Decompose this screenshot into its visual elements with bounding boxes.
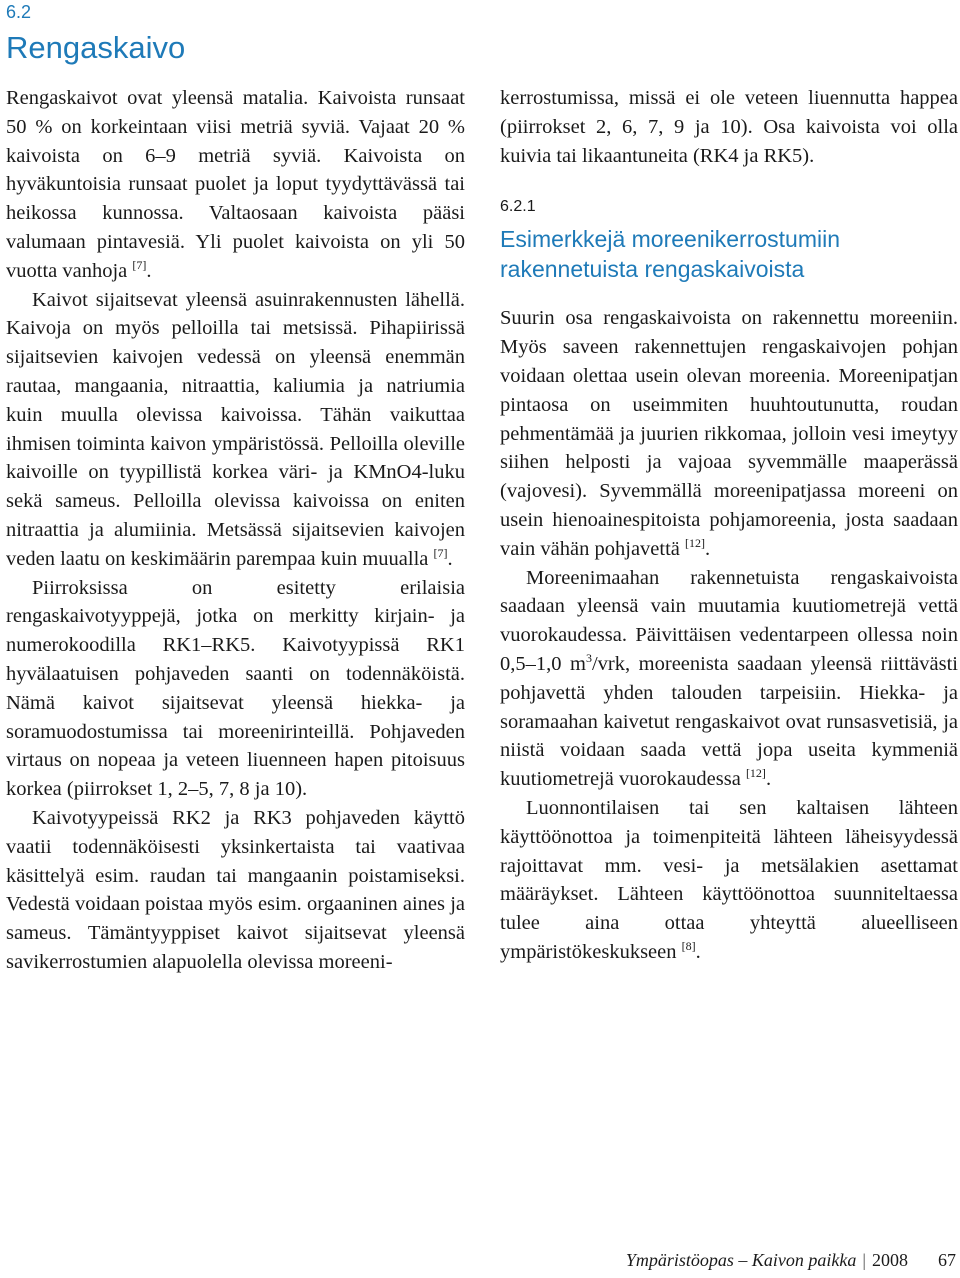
footer-publication: Ympäristöopas – Kaivon paikka [625,1250,857,1270]
subsection-number: 6.2.1 [500,198,536,216]
page-number: 67 [938,1250,956,1270]
reference: [12] [745,766,766,781]
left-column [6,84,465,977]
right-column [500,84,958,967]
paragraph: Moreenimaahan rakennetuista rengaskaivoista saadaan yleensä vain muutamia kuutiometrejä vettä vuorokaudessa. Päivittäisen vedentarpeen ollessa noin 0,5–1,0 $m^3$/vrk, moreenista saadaan yleensä riittävästi pohjavettä yhden talouden tarpeisiin. Hiekka- ja soramaahan kaivetut rengaskaivot ovat runsasvetisiä, ja niistä voidaan saada vettä jopa useita kymmeniä kuutiometrejä vuorokaudessa [12]. [500,566,958,791]
section-number: 6.2 [6,2,32,22]
page-footer [560,1250,956,1271]
paragraph: Kaivot sijaitsevat yleensä asuinrakennusten lähellä. Kaivoja on myös pelloilla tai metsissä. Pihapiirissä sijaitsevien kaivojen vedessä on yleensä enemmän rautaa, mangaania, nitraattia, kaliumia ja natriumia kuin muulla olevissa kaivoissa. Tähän vaikuttaa ihmisen toiminta kaivon ympäristössä. Pelloilla oleville kaivoille on tyypillistä korkea väri- ja KMnO4-luku sekä sameus. Pelloilla olevissa kaivoissa on eniten nitraattia ja alumiinia. Metsässä sijaitsevien kaivojen veden laatu on keskimäärin parempaa kuin muualla [7]. [6,288,465,570]
page-title: Rengaskaivo [6,30,186,65]
reference: [7] [433,545,448,560]
paragraph: Kaivotyypeissä RK2 ja RK3 pohjaveden käyttö vaatii todennäköisesti yksinkertaista tai vaativaa käsittelyä esim. raudan tai mangaanin poistamiseksi. Vedestä voidaan poistaa myös esim. orgaaninen aines ja sameus. Tämäntyyppiset kaivot sijaitsevat yleensä savikerrostumien alapuolella olevissa moreeni- [6,806,465,973]
superscript: 3 [585,651,592,666]
paragraph: kerrostumissa, missä ei ole veteen liuennutta happea (piirrokset 2, 6, 7, 9 ja 10). Osa kaivoista voi olla kuivia tai likaantuneita (RK4 ja RK5). [500,87,958,167]
reference: [8] [681,939,696,954]
footer-year: 2008 [872,1250,908,1270]
paragraph: Luonnontilaisen tai sen kaltaisen lähteen käyttöönottoa ja toimenpiteitä lähteen läheisyydessä rajoittavat mm. vesi- ja metsälakien asettamat määräykset. Lähteen käyttöönottoa suunniteltaessa tulee aina ottaa yhteyttä alueelliseen ympäristökeskukseen [8]. [500,796,958,963]
subsection-title: Esimerkkejä moreenikerrostumiin rakennetuista rengaskaivoista [500,226,840,283]
reference: [7] [132,257,147,272]
paragraph: Rengaskaivot ovat yleensä matalia. Kaivoista runsaat 50 % on korkeintaan viisi metriä syviä. Vajaat 20 % kaivoista on 6–9 metriä syviä. Kaivoista on hyväkuntoisia runsaat puolet ja loput tyydyttävässä tai heikossa kunnossa. Valtaosaan kaivoista pääsi valumaan pintavesiä. Yli puolet kaivoista on yli 50 vuotta vanhoja [7]. [6,87,465,282]
reference: [12] [685,535,706,550]
paragraph: Piirroksissa on esitetty erilaisia rengaskaivotyyppejä, jotka on merkitty kirjain- ja numerokoodilla RK1–RK5. Kaivotyypissä RK1 hyvälaatuisen pohjaveden saanti on todennäköistä. Nämä kaivot sijaitsevat yleensä hiekka- ja soramuodostumissa tai moreenirinteillä. Pohjaveden virtaus on nopeaa ja veteen liuenneen hapen pitoisuus korkea (piirrokset 1, 2–5, 7, 8 ja 10). [6,576,465,801]
footer-separator: | [862,1250,866,1270]
paragraph: Suurin osa rengaskaivoista on rakennettu moreeniin. Myös saveen rakennettujen rengaskaivojen pohjan voidaan olettaa usein olevan moreenia. Moreenipatjan pintaosa on useimmiten huuhtoutunutta, roudan pehmentämää ja juurien rikkomaa, jolloin vesi imeytyy siihen helposti ja vajoaa syvemmälle maaperässä (vajovesi). Syvemmällä moreenipatjassa moreeni on usein hienoainespitoista pohjamoreenia, josta saadaan vain vähän pohjavettä [12]. [500,307,958,560]
